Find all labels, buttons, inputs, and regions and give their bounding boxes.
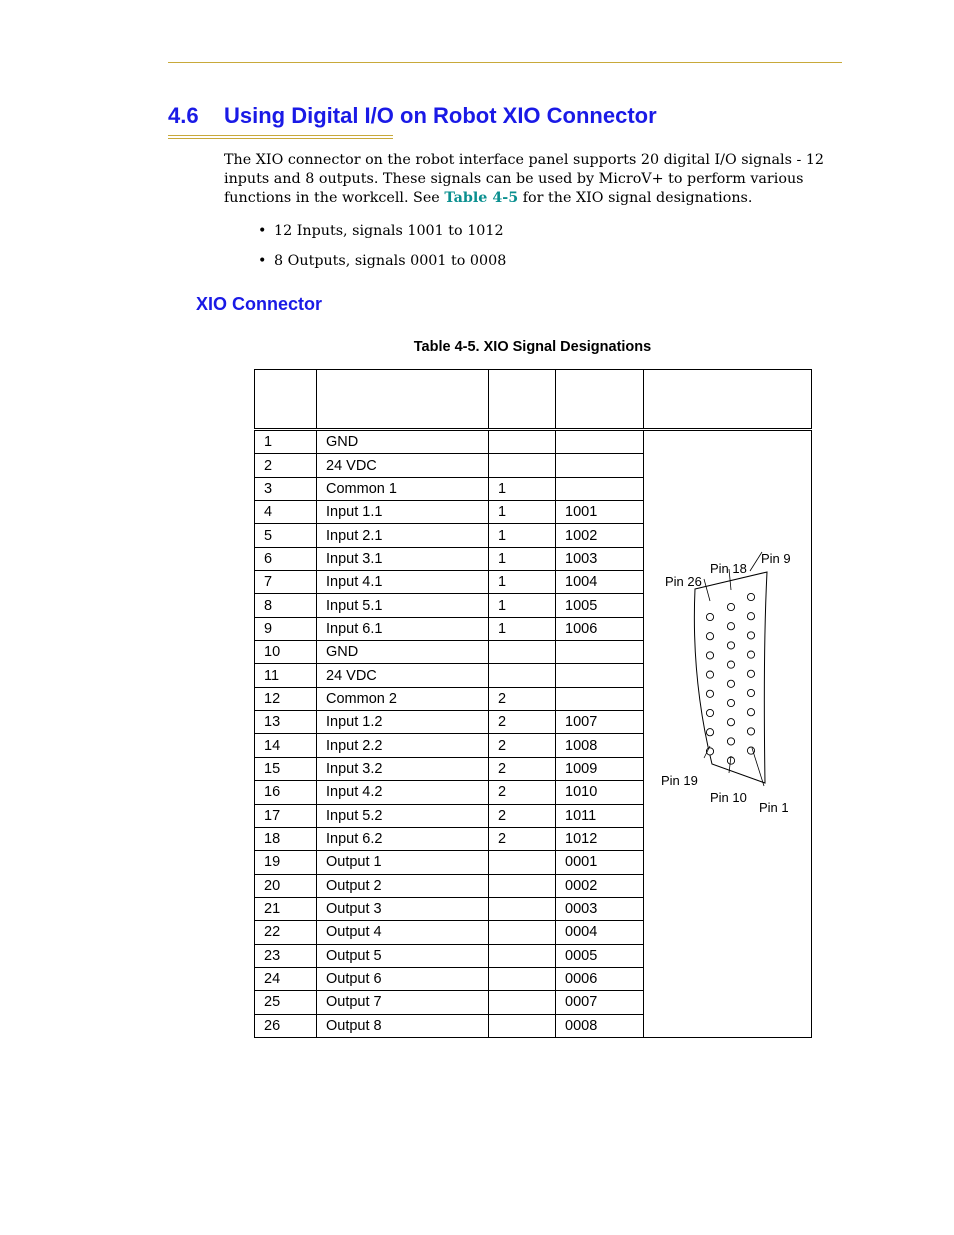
pin-cell: 9 [255, 617, 317, 640]
signal-cell: 24 VDC [317, 664, 489, 687]
table-caption: Table 4-5. XIO Signal Designations [413, 339, 652, 355]
pin-hole [747, 651, 754, 658]
bullet-inputs: • 12 Inputs, signals 1001 to 1012 [258, 222, 506, 252]
pin-cell: 1 [255, 430, 317, 454]
bank-cell [489, 874, 556, 897]
pin26-leader-line [704, 579, 710, 601]
connector-pin-holes [706, 593, 754, 764]
bank-cell [489, 921, 556, 944]
header-cell [489, 370, 556, 430]
designation-cell [556, 454, 644, 477]
intro-paragraph [224, 151, 844, 208]
pin-hole [706, 709, 713, 716]
section-title-rule [168, 135, 393, 139]
pin-hole [727, 719, 734, 726]
pin-cell: 23 [255, 944, 317, 967]
pin-cell: 11 [255, 664, 317, 687]
bank-cell [489, 664, 556, 687]
designation-cell: 1005 [556, 594, 644, 617]
pin-hole [747, 670, 754, 677]
signal-cell: Input 6.2 [317, 827, 489, 850]
signal-cell: Input 2.1 [317, 524, 489, 547]
designation-cell [556, 477, 644, 500]
designation-cell: 1012 [556, 827, 644, 850]
designation-cell: 1010 [556, 781, 644, 804]
pin-cell: 25 [255, 991, 317, 1014]
pin26-label: Pin 26 [665, 574, 702, 589]
signal-cell: Input 5.2 [317, 804, 489, 827]
signal-cell: Output 5 [317, 944, 489, 967]
section-number: 4.6 [168, 103, 199, 128]
header-rule [168, 62, 842, 63]
bank-cell [489, 641, 556, 664]
signal-bullet-list [258, 222, 506, 282]
bank-cell: 1 [489, 524, 556, 547]
designation-cell: 0001 [556, 851, 644, 874]
xio-signal-table [254, 369, 812, 1038]
pin18-label: Pin 18 [710, 561, 747, 576]
designation-cell: 1009 [556, 757, 644, 780]
pin-hole [706, 633, 713, 640]
pin-cell: 15 [255, 757, 317, 780]
bullet-outputs: • 8 Outputs, signals 0001 to 0008 [258, 252, 506, 282]
bank-cell: 2 [489, 687, 556, 710]
designation-cell: 0002 [556, 874, 644, 897]
pin10-label: Pin 10 [710, 790, 747, 805]
designation-cell: 0007 [556, 991, 644, 1014]
designation-cell [556, 664, 644, 687]
pin-cell: 19 [255, 851, 317, 874]
bank-cell: 1 [489, 617, 556, 640]
signal-cell: Input 3.2 [317, 757, 489, 780]
table-header-row [255, 370, 812, 430]
signal-cell: 24 VDC [317, 454, 489, 477]
bank-cell [489, 991, 556, 1014]
signal-cell: Output 8 [317, 1014, 489, 1037]
bank-cell: 1 [489, 571, 556, 594]
bank-cell: 2 [489, 711, 556, 734]
pin19-label: Pin 19 [661, 773, 698, 788]
pin-hole [727, 642, 734, 649]
header-cell [644, 370, 812, 430]
pin-hole [727, 623, 734, 630]
signal-cell: Common 2 [317, 687, 489, 710]
pin-hole [727, 738, 734, 745]
signal-cell: Output 3 [317, 897, 489, 920]
pin-hole [747, 632, 754, 639]
pin9-label: Pin 9 [761, 551, 791, 566]
designation-cell [556, 430, 644, 454]
pin-hole [706, 613, 713, 620]
pin-cell: 8 [255, 594, 317, 617]
pin-cell: 10 [255, 641, 317, 664]
pin-cell: 3 [255, 477, 317, 500]
designation-cell: 1002 [556, 524, 644, 547]
section-title [168, 103, 657, 129]
bank-cell: 1 [489, 477, 556, 500]
bank-cell [489, 967, 556, 990]
signal-cell: Input 2.2 [317, 734, 489, 757]
pin1-label: Pin 1 [759, 800, 789, 815]
bank-cell: 1 [489, 594, 556, 617]
signal-cell: Output 2 [317, 874, 489, 897]
pin-cell: 5 [255, 524, 317, 547]
section-title-text: Using Digital I/O on Robot XIO Connector [224, 103, 657, 128]
pin-cell: 13 [255, 711, 317, 734]
signal-cell: GND [317, 641, 489, 664]
designation-cell: 1007 [556, 711, 644, 734]
designation-cell: 1006 [556, 617, 644, 640]
pin-cell: 4 [255, 501, 317, 524]
pin-hole [727, 680, 734, 687]
bank-cell: 2 [489, 734, 556, 757]
bank-cell [489, 897, 556, 920]
xio-connector-diagram [644, 431, 811, 1038]
signal-cell: Input 3.1 [317, 547, 489, 570]
bank-cell: 1 [489, 547, 556, 570]
pin-cell: 12 [255, 687, 317, 710]
pin-hole [706, 690, 713, 697]
bank-cell [489, 944, 556, 967]
signal-cell: Output 4 [317, 921, 489, 944]
signal-cell: Common 1 [317, 477, 489, 500]
designation-cell: 1004 [556, 571, 644, 594]
pin-cell: 24 [255, 967, 317, 990]
designation-cell: 1011 [556, 804, 644, 827]
pin-hole [747, 613, 754, 620]
bank-cell: 2 [489, 781, 556, 804]
pin-hole [727, 661, 734, 668]
bank-cell: 2 [489, 827, 556, 850]
pin-cell: 2 [255, 454, 317, 477]
signal-cell: GND [317, 430, 489, 454]
header-cell [317, 370, 489, 430]
signal-cell: Input 4.2 [317, 781, 489, 804]
signal-cell: Output 7 [317, 991, 489, 1014]
designation-cell: 1001 [556, 501, 644, 524]
pin-hole [747, 728, 754, 735]
subsection-title: XIO Connector [196, 294, 323, 314]
signal-cell: Output 1 [317, 851, 489, 874]
pin-hole [706, 671, 713, 678]
pin-hole [727, 603, 734, 610]
designation-cell: 1003 [556, 547, 644, 570]
bank-cell [489, 430, 556, 454]
pin-cell: 6 [255, 547, 317, 570]
bank-cell: 2 [489, 804, 556, 827]
header-cell [255, 370, 317, 430]
designation-cell: 0008 [556, 1014, 644, 1037]
pin-cell: 18 [255, 827, 317, 850]
pin-cell: 20 [255, 874, 317, 897]
bank-cell: 1 [489, 501, 556, 524]
bank-cell: 2 [489, 757, 556, 780]
signal-cell: Output 6 [317, 967, 489, 990]
signal-cell: Input 5.1 [317, 594, 489, 617]
header-cell [556, 370, 644, 430]
intro-text: The XIO connector on the robot interface panel supports 20 digital I/O signals - 12 inputs and 8 outputs. These signals can be used by MicroV+ to perform various functions in the workcell. See [224, 152, 825, 206]
pin-hole [747, 709, 754, 716]
bank-cell [489, 1014, 556, 1037]
signal-cell: Input 1.2 [317, 711, 489, 734]
pin-cell: 21 [255, 897, 317, 920]
pin-hole [727, 699, 734, 706]
connector-diagram-cell [644, 430, 812, 1038]
designation-cell [556, 641, 644, 664]
pin-cell: 14 [255, 734, 317, 757]
signal-cell: Input 1.1 [317, 501, 489, 524]
pin-hole [706, 652, 713, 659]
pin-cell: 7 [255, 571, 317, 594]
pin-cell: 26 [255, 1014, 317, 1037]
signal-cell: Input 4.1 [317, 571, 489, 594]
designation-cell [556, 687, 644, 710]
bank-cell [489, 454, 556, 477]
designation-cell: 1008 [556, 734, 644, 757]
designation-cell: 0006 [556, 967, 644, 990]
table-row [255, 430, 812, 454]
table-4-5-link[interactable]: Table 4-5 [444, 190, 519, 206]
pin-cell: 22 [255, 921, 317, 944]
pin-cell: 16 [255, 781, 317, 804]
designation-cell: 0005 [556, 944, 644, 967]
pin-hole [706, 729, 713, 736]
pin-hole [747, 689, 754, 696]
bank-cell [489, 851, 556, 874]
intro-text-end: for the XIO signal designations. [518, 190, 753, 206]
designation-cell: 0003 [556, 897, 644, 920]
pin-cell: 17 [255, 804, 317, 827]
pin-hole [747, 593, 754, 600]
designation-cell: 0004 [556, 921, 644, 944]
signal-cell: Input 6.1 [317, 617, 489, 640]
